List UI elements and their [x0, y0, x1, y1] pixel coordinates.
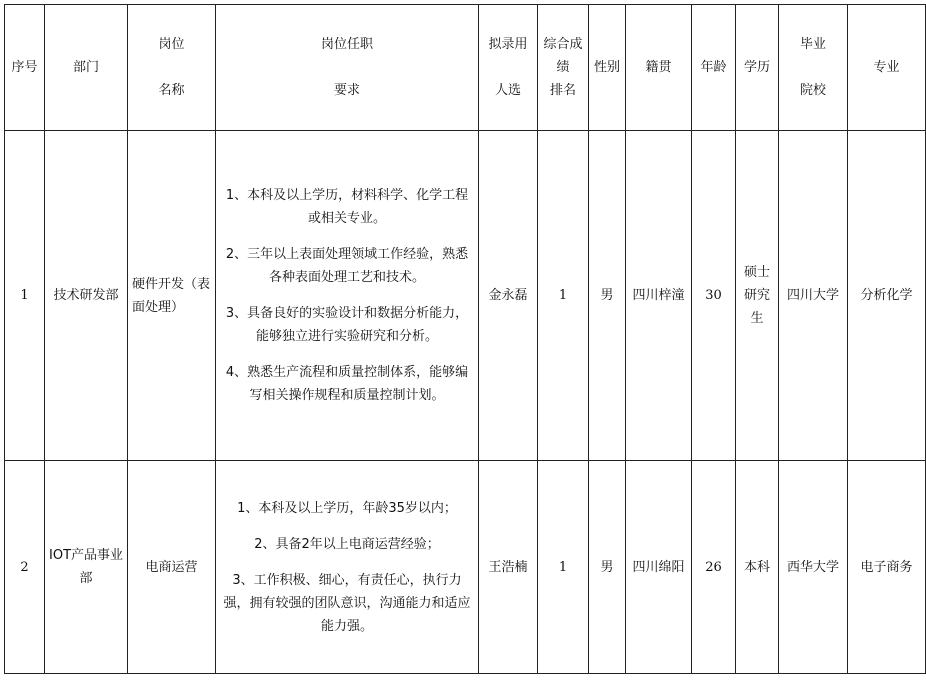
row-position: 电商运营 [128, 461, 216, 674]
row-major: 电子商务 [848, 461, 926, 674]
requirement-item: 4、熟悉生产流程和质量控制体系，能够编写相关操作规程和质量控制计划。 [225, 365, 469, 403]
header-school-line2: 院校 [799, 83, 826, 98]
requirement-item: 1、本科及以上学历，年龄35岁以内； [237, 500, 457, 516]
header-rank-line3: 排名 [549, 83, 576, 98]
header-requirements-line1: 岗位任职 [320, 37, 373, 52]
requirement-item: 1、本科及以上学历，材料科学、化学工程或相关专业。 [225, 188, 469, 226]
header-candidate-line1: 拟录用 [488, 37, 528, 52]
row-gender: 男 [589, 131, 626, 461]
row-position: 硬件开发（表面处理） [128, 131, 216, 461]
header-dept: 部门 [45, 5, 128, 131]
row-origin: 四川绵阳 [626, 461, 692, 674]
header-education: 学历 [736, 5, 779, 131]
row-gender: 男 [589, 461, 626, 674]
header-position-line2: 名称 [158, 83, 185, 98]
row-age: 26 [692, 461, 736, 674]
row-school: 四川大学 [779, 131, 848, 461]
header-requirements [216, 5, 479, 131]
header-candidate [479, 5, 538, 131]
header-rank [538, 5, 589, 131]
row-school: 西华大学 [779, 461, 848, 674]
row-rank: 1 [538, 131, 589, 461]
row-index: 1 [5, 131, 45, 461]
row-requirements [216, 131, 479, 461]
header-school-line1: 毕业 [799, 37, 826, 52]
header-candidate-line2: 人选 [494, 83, 521, 98]
row-rank: 1 [538, 461, 589, 674]
header-rank-line1: 综合成 [543, 37, 583, 52]
header-major: 专业 [848, 5, 926, 131]
row-candidate: 王浩楠 [479, 461, 538, 674]
requirement-item: 2、具备2年以上电商运营经验； [254, 536, 440, 552]
row-dept: IOT产品事业部 [45, 461, 128, 674]
requirement-item: 2、三年以上表面处理领域工作经验，熟悉各种表面处理工艺和技术。 [225, 247, 469, 285]
row-dept: 技术研发部 [45, 131, 128, 461]
row-age: 30 [692, 131, 736, 461]
row-candidate: 金永磊 [479, 131, 538, 461]
requirement-item: 3、工作积极、细心，有责任心，执行力强，拥有较强的团队意识，沟通能力和适应能力强。 [223, 572, 471, 634]
header-school [779, 5, 848, 131]
table-row [5, 131, 926, 461]
header-rank-line2: 绩 [556, 60, 570, 75]
table-row [5, 461, 926, 674]
header-requirements-line2: 要求 [333, 83, 360, 98]
header-position-line1: 岗位 [158, 37, 185, 52]
row-index: 2 [5, 461, 45, 674]
table-header-row [5, 5, 926, 131]
header-gender: 性别 [589, 5, 626, 131]
row-major: 分析化学 [848, 131, 926, 461]
requirement-item: 3、具备良好的实验设计和数据分析能力，能够独立进行实验研究和分析。 [225, 306, 469, 344]
recruitment-table [4, 4, 926, 674]
row-education: 硕士研究生 [736, 131, 779, 461]
row-origin: 四川梓潼 [626, 131, 692, 461]
header-index: 序号 [5, 5, 45, 131]
header-origin: 籍贯 [626, 5, 692, 131]
row-education: 本科 [736, 461, 779, 674]
header-position [128, 5, 216, 131]
header-age: 年龄 [692, 5, 736, 131]
row-requirements [216, 461, 479, 674]
